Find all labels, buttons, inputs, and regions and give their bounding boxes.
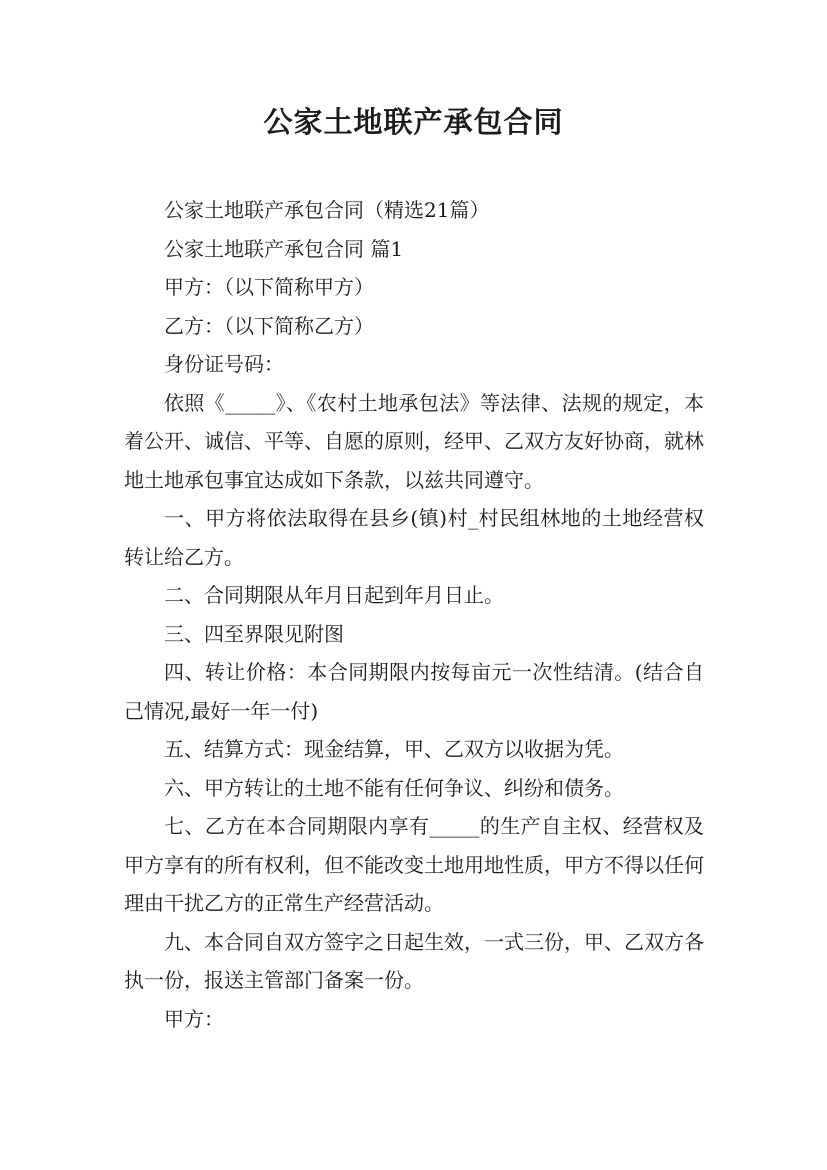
paragraph-clause-5: 五、结算方式：现金结算，甲、乙双方以收据为凭。 [164, 737, 624, 761]
document-title: 公家土地联产承包合同 [263, 105, 564, 139]
paragraph-section-heading: 公家土地联产承包合同 篇1 [164, 236, 404, 261]
paragraph-clause-2: 二、合同期限从年月日起到年月日止。 [164, 583, 504, 607]
paragraph-clause-1: 一、甲方将依法取得在县乡(镇)村_村民组林地的土地经营权转让给乙方。 [124, 506, 704, 569]
paragraph-signature-party-a: 甲方： [164, 1006, 224, 1031]
paragraph-collection-title: 公家土地联产承包合同（精选21篇） [164, 198, 490, 222]
paragraph-preamble: 依照《_____》、《农村土地承包法》等法律、法规的规定，本着公开、诚信、平等、自愿的原则，经甲、乙双方友好协商，就林地土地承包事宜达成如下条款，以兹共同遵守。 [124, 390, 704, 492]
paragraph-party-b: 乙方：（以下简称乙方） [164, 313, 374, 338]
paragraph-clause-3: 三、四至界限见附图 [164, 621, 344, 646]
paragraph-id-number: 身份证号码： [164, 352, 284, 376]
paragraph-clause-4: 四、转让价格：本合同期限内按每亩元一次性结清。(结合自己情况,最好一年一付) [124, 660, 704, 723]
paragraph-party-a: 甲方：（以下简称甲方） [164, 275, 374, 299]
paragraph-clause-9: 九、本合同自双方签字之日起生效，一式三份，甲、乙双方各执一份，报送主管部门备案一份。 [124, 929, 704, 992]
paragraph-clause-6: 六、甲方转让的土地不能有任何争议、纠纷和债务。 [164, 775, 624, 800]
paragraph-clause-7: 七、乙方在本合同期限内享有_____的生产自主权、经营权及甲方享有的所有权利，但不能改变土地用地性质，甲方不得以任何理由干扰乙方的正常生产经营活动。 [124, 814, 704, 915]
document-body [124, 191, 704, 1038]
